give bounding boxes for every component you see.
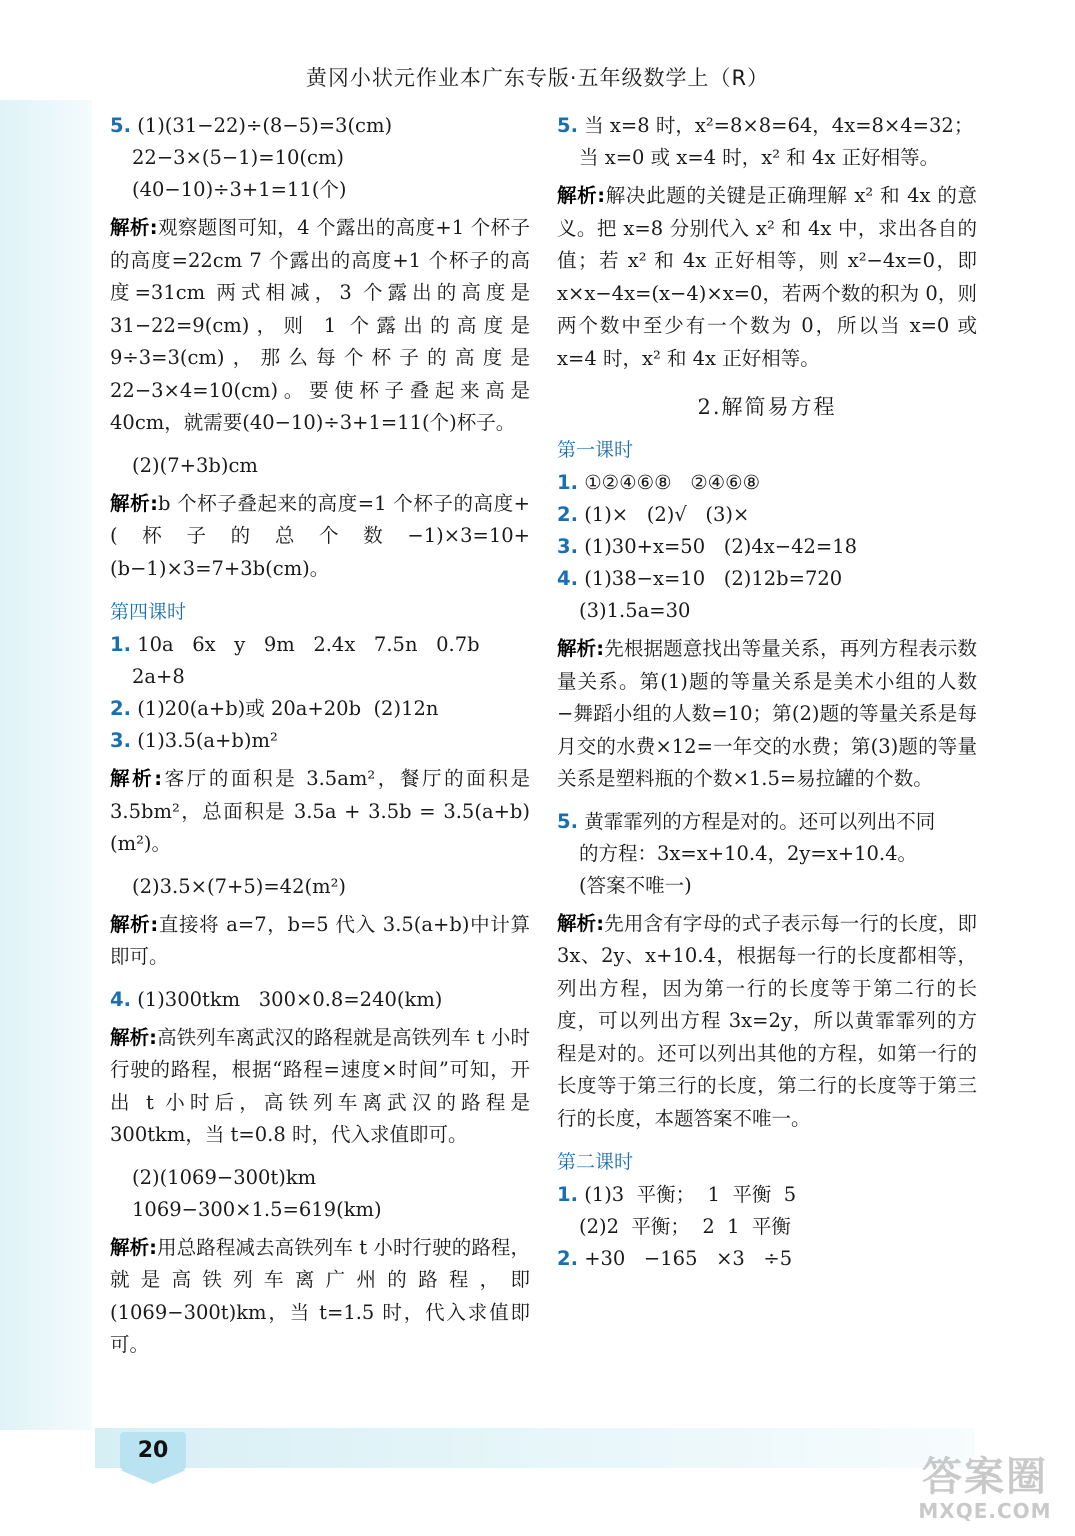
answer-line: (2)(7+3b)cm xyxy=(132,453,258,477)
analysis-block: 解析:先根据题意找出等量关系，再列方程表示数量关系。第(1)题的等量关系是美术小组的人数−舞蹈小组的人数=10；第(2)题的等量关系是每月交的水费×12=一年交的水费；第(3)题的等量关系是塑料瓶的个数×1.5=易拉罐的个数。 xyxy=(557,637,977,790)
left-column xyxy=(110,110,530,1372)
answer-5b: 5. 黄霏霏列的方程是对的。还可以列出不同 xyxy=(557,809,936,833)
answer-4: 4. (1)38−x=10 (2)12b=720 xyxy=(557,567,843,590)
lesson-heading: 第二课时 xyxy=(557,1151,634,1173)
analysis-block: 解析:先用含有字母的式子表示每一行的长度，即 3x、2y、x+10.4，根据每一行的长度都相等，列出方程，因为第一行的长度等于第二行的长度，可以列出方程 3x=2y，所以黄霏霏列的方程是对的。还可以列出其他的方程，如第一行的长度等于第三行的长度，第二行的长度等于第三行的长度，本题答案不唯一。 xyxy=(557,911,977,1130)
analysis-block: 解析:用总路程减去高铁列车 t 小时行驶的路程，就是高铁列车离广州的路程，即(1069−300t)km，当 t=1.5 时，代入求值即可。 xyxy=(110,1235,530,1356)
left-margin-band xyxy=(0,100,92,1430)
answer-2: 2. (1)× (2)√ (3)× xyxy=(557,503,750,526)
answer-line: 的方程：3x=x+10.4，2y=x+10.4。 xyxy=(579,841,918,865)
analysis-block: 解析:观察题图可知，4 个露出的高度+1 个杯子的高度=22cm 7 个露出的高度+1 个杯子的高度=31cm 两式相减，3 个露出的高度是 31−22=9(cm)，则 1 个露出的高度是 9÷3=3(cm)，那么每个杯子的高度是 22−3×4=10(cm)。要使杯子叠起来高是 40cm，就需要(40−10)÷3+1=11(个)杯子。 xyxy=(110,216,530,434)
analysis-block: 解析:高铁列车离武汉的路程就是高铁列车 t 小时行驶的路程，根据“路程=速度×时间”可知，开出 t 小时后，高铁列车离武汉的路程是 300tkm，当 t=0.8 时，代入求值即可。 xyxy=(110,1025,530,1146)
page-header: 黄冈小状元作业本广东专版·五年级数学上（R） xyxy=(305,66,770,90)
answer-5-part1: 5. (1)(31−22)÷(8−5)=3(cm) xyxy=(110,114,393,137)
answer-line: 22−3×(5−1)=10(cm) xyxy=(132,146,345,169)
answer-5: 5. 当 x=8 时，x²=8×8=64，4x=8×4=32； xyxy=(557,114,974,137)
answer-line: 2a+8 xyxy=(132,665,185,688)
footer-band xyxy=(95,1428,975,1468)
answer-line: 当 x=0 或 x=4 时，x² 和 4x 正好相等。 xyxy=(579,146,940,169)
answer-line: 1069−300×1.5=619(km) xyxy=(132,1197,382,1221)
answer-2: 2. (1)20(a+b)或 20a+20b (2)12n xyxy=(110,697,439,720)
answer-line: (3)1.5a=30 xyxy=(579,599,691,622)
answer-line: (40−10)÷3+1=11(个) xyxy=(132,178,347,201)
analysis-block: 解析:解决此题的关键是正确理解 x² 和 4x 的意义。把 x=8 分别代入 x² 和 4x 中，求出各自的值；若 x² 和 4x 正好相等，则 x²−4x=0，即 x×x−4x=(x−4)×x=0，若两个数的积为 0，则两个数中至少有一个数为 0，所以当 x=0 或 x=4 时，x² 和 4x 正好相等。 xyxy=(557,184,977,370)
page-number-tab xyxy=(120,1470,186,1484)
answer-line: (2)(1069−300t)km xyxy=(132,1165,317,1189)
answer-4: 4. (1)300tkm 300×0.8=240(km) xyxy=(110,987,443,1011)
answer-1: 1. 10a 6x y 9m 2.4x 7.5n 0.7b xyxy=(110,633,480,656)
section-title: 2.解简易方程 xyxy=(697,395,837,419)
analysis-block: 解析:直接将 a=7，b=5 代入 3.5(a+b)中计算即可。 xyxy=(110,912,530,968)
page-number: 20 xyxy=(120,1432,186,1470)
answer-3: 3. (1)3.5(a+b)m² xyxy=(110,729,278,752)
answer-3: 3. (1)30+x=50 (2)4x−42=18 xyxy=(557,535,858,558)
watermark-logo: 答案圈 MXQE.COM xyxy=(918,1454,1052,1523)
analysis-block: 解析:b 个杯子叠起来的高度=1 个杯子的高度+(杯子的总个数−1)×3=10+(b−1)×3=7+3b(cm)。 xyxy=(110,491,530,580)
answer-line: (2)3.5×(7+5)=42(m²) xyxy=(132,874,347,898)
lesson-heading: 第一课时 xyxy=(557,439,634,461)
lesson-heading: 第四课时 xyxy=(110,601,187,623)
answer-line: (2)2 平衡； 2 1 平衡 xyxy=(579,1215,791,1238)
answer-1: 1. (1)3 平衡； 1 平衡 5 xyxy=(557,1183,797,1206)
analysis-block: 解析:客厅的面积是 3.5am²，餐厅的面积是 3.5bm²，总面积是 3.5a + 3.5b = 3.5(a+b)(m²)。 xyxy=(110,767,530,855)
answer-line: (答案不唯一) xyxy=(579,873,692,897)
answer-1: 1. ①②④⑥⑧ ②④⑥⑧ xyxy=(557,471,761,494)
answer-2: 2. +30 −165 ×3 ÷5 xyxy=(557,1247,793,1270)
right-column xyxy=(557,110,977,1275)
